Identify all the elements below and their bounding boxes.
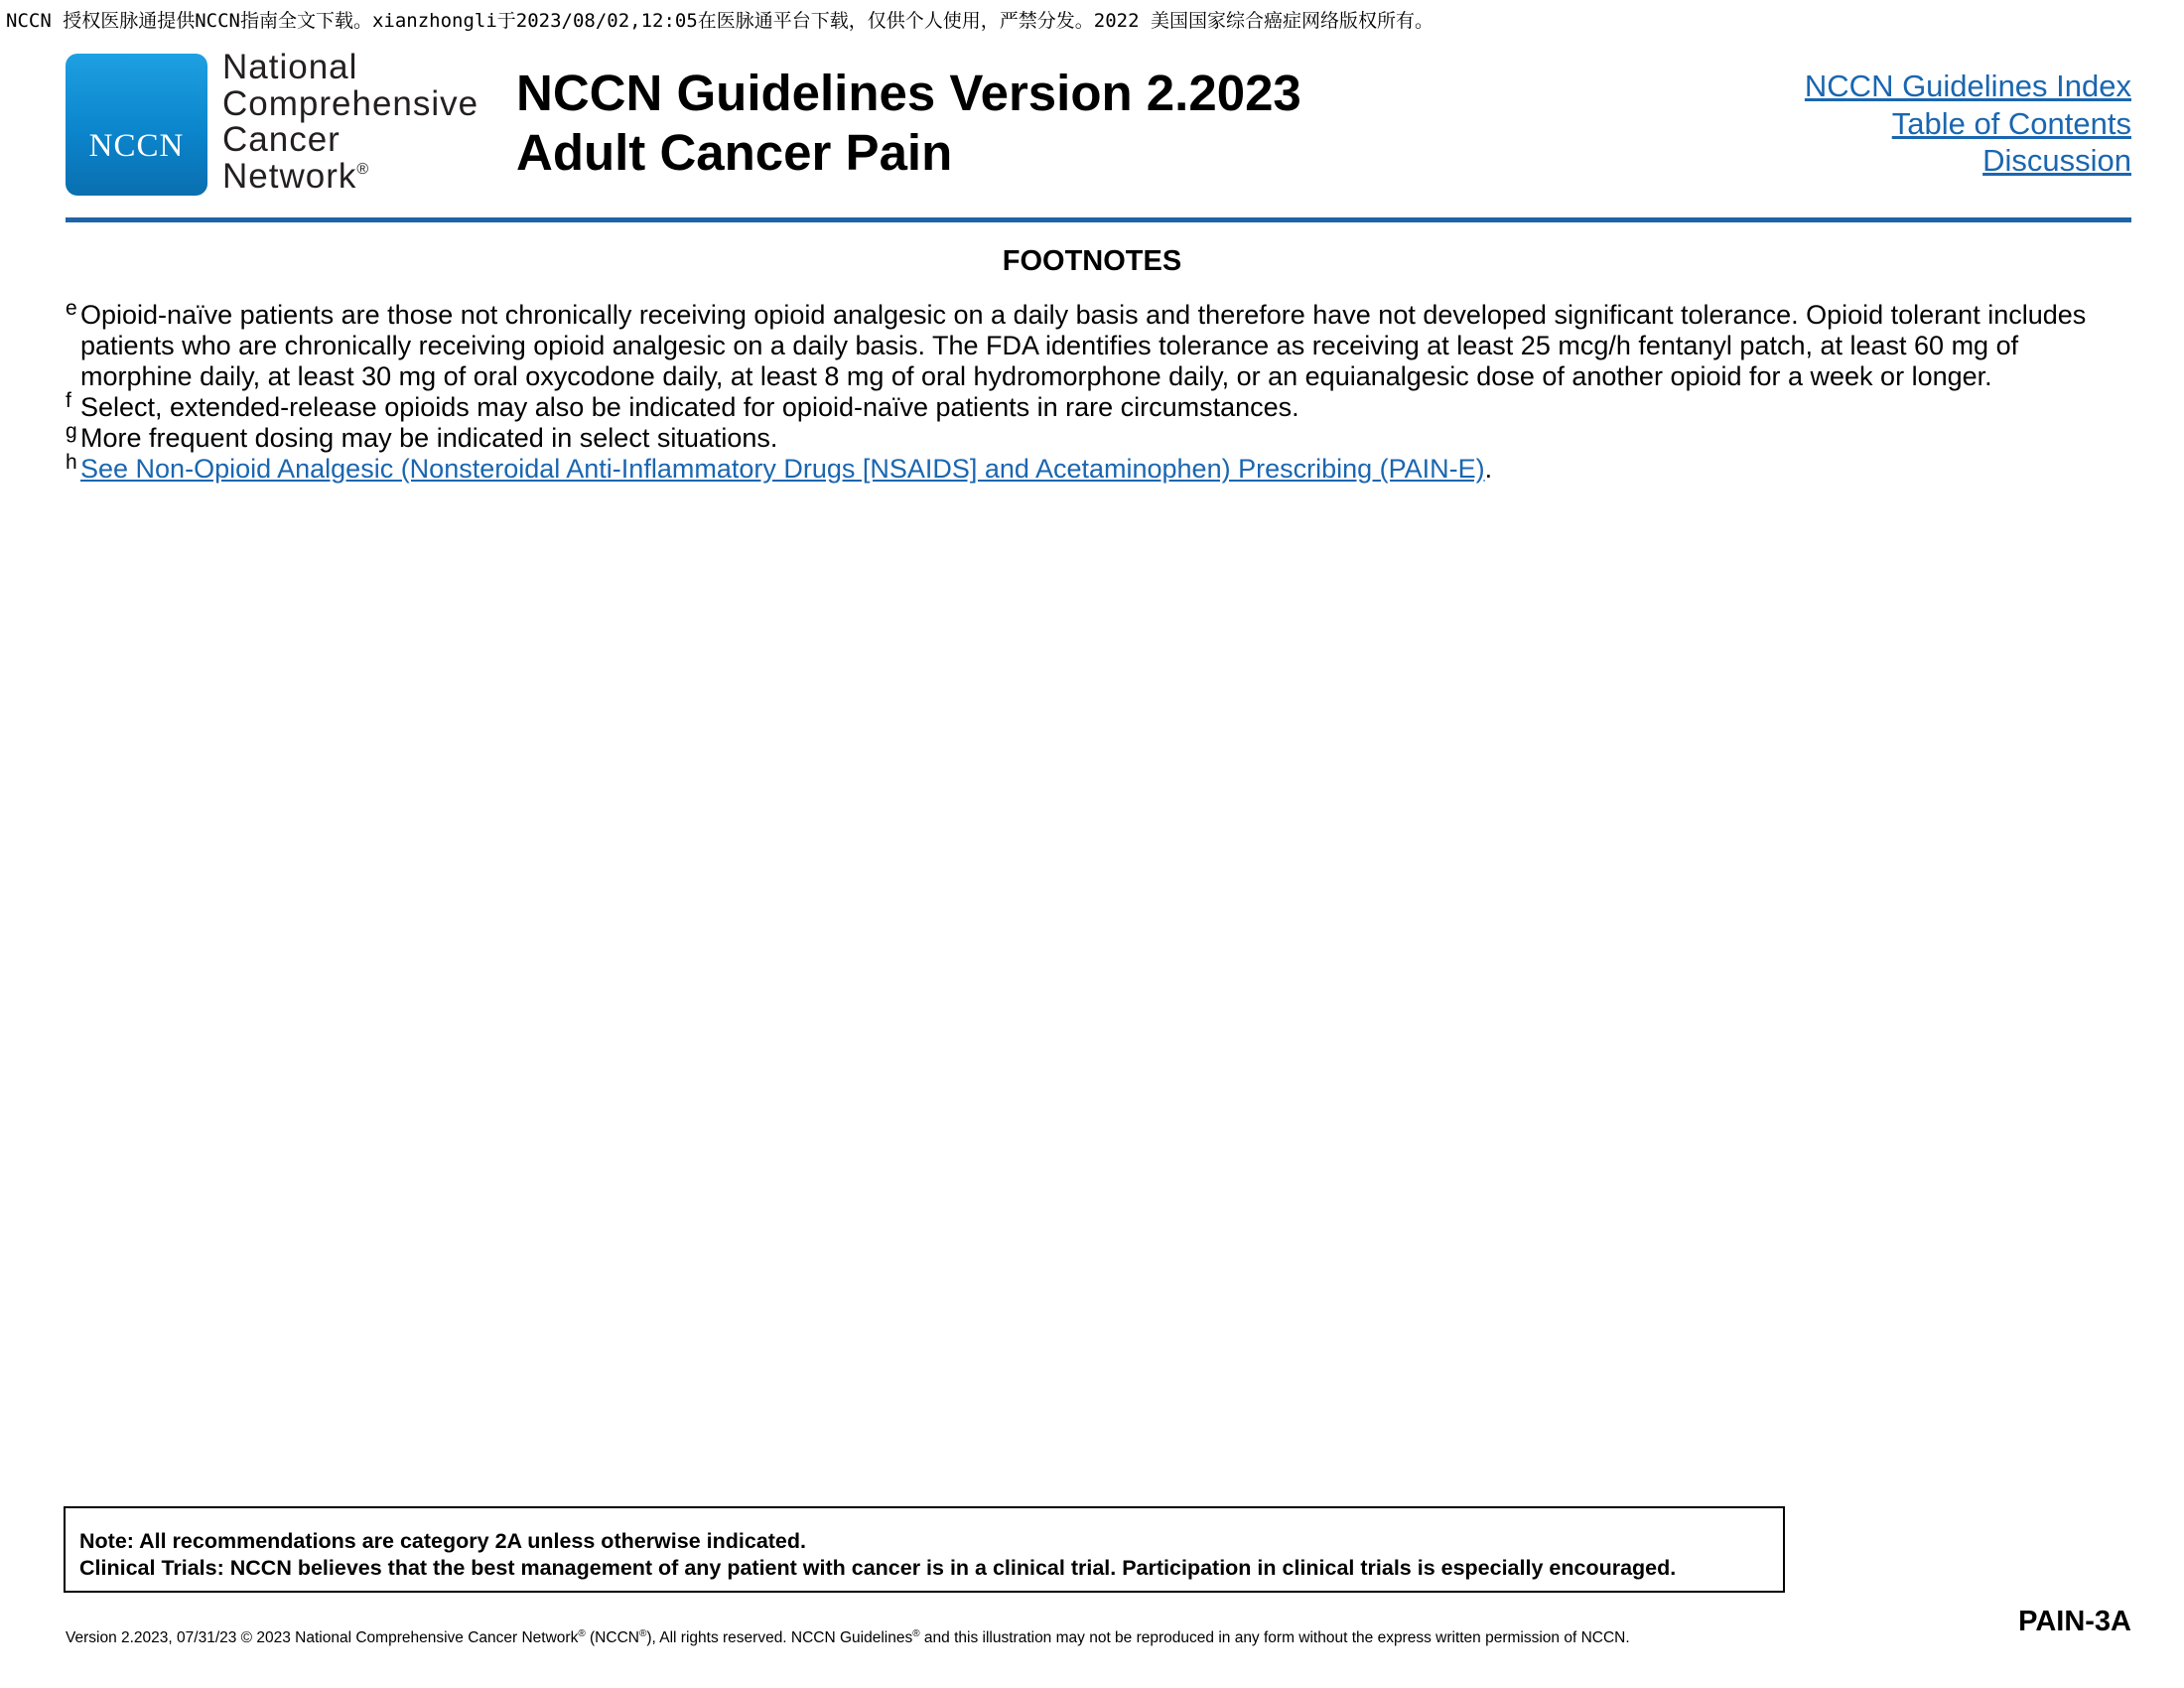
footnote-h: [66, 451, 2101, 485]
footnote-g: [66, 420, 2101, 454]
footnote-mark: g: [66, 420, 77, 443]
org-line-national: National: [222, 48, 358, 86]
page-identifier: PAIN-3A: [2018, 1606, 2131, 1637]
download-watermark: NCCN 授权医脉通提供NCCN指南全文下载。xianzhongli于2023/08/02,12:05在医脉通平台下载，仅供个人使用，严禁分发。2022 美国国家综合癌症网络版权所有。: [6, 10, 1434, 32]
footnote-mark: e: [66, 297, 77, 320]
clinical-trials-note: Clinical Trials: NCCN believes that the best management of any patient with cancer is in a clinical trial. Participation in clinical trials is especially encouraged.: [79, 1556, 1677, 1580]
footnote-text: Select, extended-release opioids may also be indicated for opioid-naïve patients in rare circumstances.: [80, 392, 1299, 422]
footnote-text: Opioid-naïve patients are those not chronically receiving opioid analgesic on a daily basis and therefore have not developed significant tolerance. Opioid tolerant includes patients who are chronically receiving opioid analgesic on a daily basis. The FDA identifies tolerance as receiving at least 25 mcg/h fentanyl patch, at least 60 mg of morphine daily, at least 30 mg of oral oxycodone daily, at least 8 mg of oral hydromorphone daily, or an equianalgesic dose of another opioid for a week or longer.: [80, 300, 2087, 391]
discussion-link[interactable]: Discussion: [1982, 143, 2131, 178]
registered-mark: ®: [638, 1628, 647, 1639]
header-nav: [1805, 68, 2131, 180]
copyright-notice: [66, 1629, 1630, 1647]
org-line-network: [222, 156, 478, 196]
copyright-part2: (NCCN: [585, 1629, 639, 1646]
registered-mark: ®: [578, 1628, 586, 1639]
organization-name: [222, 50, 478, 195]
table-of-contents-link[interactable]: Table of Contents: [1891, 105, 2131, 141]
guidelines-version-title: NCCN Guidelines Version 2.2023: [516, 65, 1301, 121]
footnote-text: More frequent dosing may be indicated in select situations.: [80, 423, 778, 453]
copyright-part1: Version 2.2023, 07/31/23 © 2023 National Comprehensive Cancer Network: [66, 1629, 579, 1646]
header-divider: [66, 217, 2131, 222]
nccn-logo-text: NCCN: [88, 128, 185, 164]
guidelines-index-link[interactable]: NCCN Guidelines Index: [1804, 69, 2131, 103]
footnotes-heading: FOOTNOTES: [1002, 245, 1182, 277]
guideline-topic-title: Adult Cancer Pain: [516, 124, 953, 181]
footnote-mark: f: [66, 389, 71, 412]
copyright-part4: and this illustration may not be reproduced in any form without the express written permission of NCCN.: [919, 1629, 1630, 1646]
registered-mark: ®: [356, 160, 370, 178]
org-line-comprehensive: Comprehensive: [222, 83, 479, 123]
org-line-network-text: Network: [222, 156, 357, 196]
nccn-logo: [66, 54, 207, 196]
note-box: [64, 1506, 1785, 1593]
org-line-cancer: Cancer: [222, 120, 341, 159]
registered-mark: ®: [912, 1628, 920, 1639]
footnote-e: [66, 297, 2101, 392]
pain-e-link[interactable]: See Non-Opioid Analgesic (Nonsteroidal Anti-Inflammatory Drugs [NSAIDS] and Acetaminophen) Prescribing (PAIN-E): [80, 454, 1485, 484]
footnote-mark: h: [66, 451, 77, 474]
category-note: Note: All recommendations are category 2A unless otherwise indicated.: [79, 1529, 806, 1553]
copyright-part3: ), All rights reserved. NCCN Guidelines: [646, 1629, 913, 1646]
footnotes-list: [66, 297, 2101, 485]
footnote-f: [66, 389, 2101, 423]
footnote-suffix: .: [1484, 454, 1493, 484]
page-title: [516, 64, 1301, 183]
